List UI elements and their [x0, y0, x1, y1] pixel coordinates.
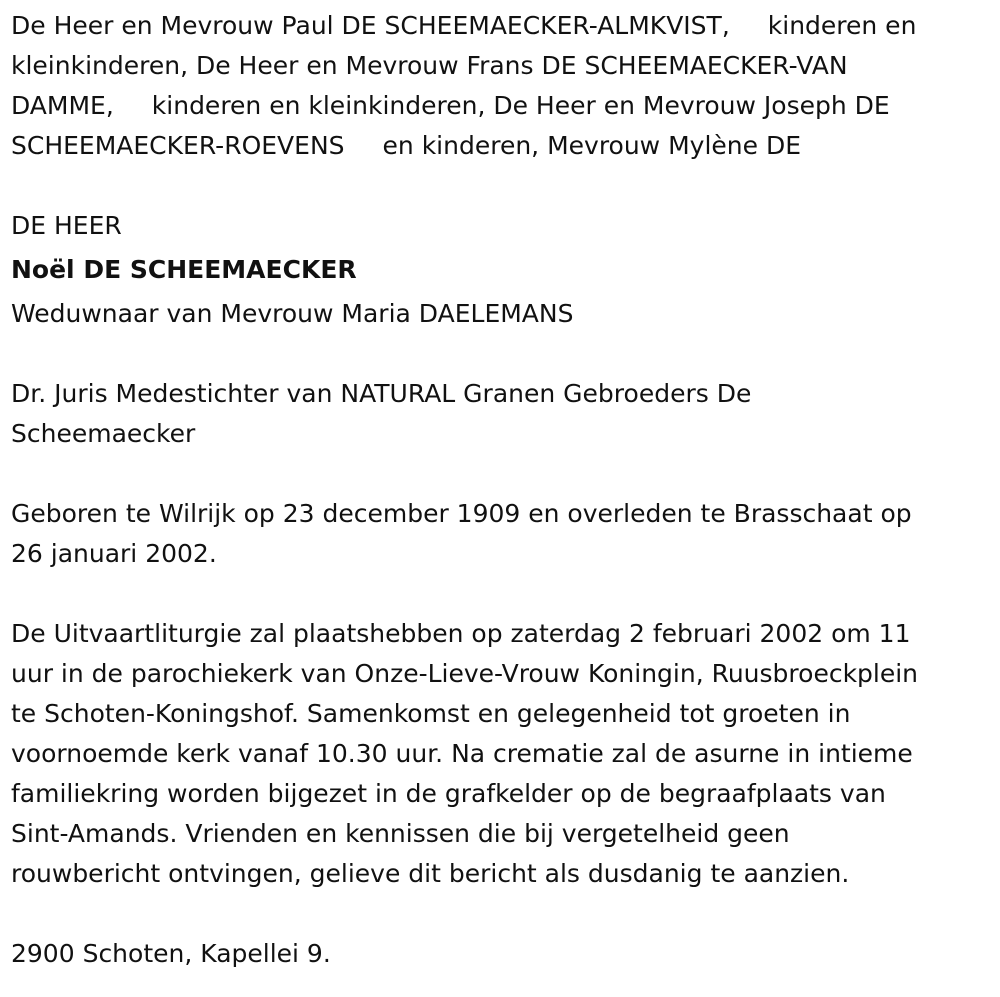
deceased-block [11, 206, 986, 334]
family-line-1 [11, 6, 986, 46]
profession-line-1: Dr. Juris Medestichter van NATURAL Granen Gebroeders De [11, 379, 752, 408]
widower-line: Weduwnaar van Mevrouw Maria DAELEMANS [11, 299, 574, 328]
dates-line-1: Geboren te Wilrijk op 23 december 1909 en overleden te Brasschaat op [11, 499, 912, 528]
funeral-line-4: voornoemde kerk vanaf 10.30 uur. Na crematie zal de asurne in intieme [11, 739, 913, 768]
dates-line-2: 26 januari 2002. [11, 539, 217, 568]
funeral-line-5: familiekring worden bijgezet in de grafkelder op de begraafplaats van [11, 779, 886, 808]
funeral-line-2: uur in de parochiekerk van Onze-Lieve-Vrouw Koningin, Ruusbroeckplein [11, 659, 919, 688]
family-line-3-part-a: DAMME, [11, 91, 114, 120]
family-paragraph [11, 6, 986, 166]
funeral-line-1: De Uitvaartliturgie zal plaatshebben op zaterdag 2 februari 2002 om 11 [11, 619, 911, 648]
address-paragraph [11, 934, 986, 974]
family-line-1-part-a: De Heer en Mevrouw Paul DE SCHEEMAECKER-ALMKVIST, [11, 11, 730, 40]
family-line-1-part-b: kinderen en [767, 11, 917, 40]
family-line-3-part-b: kinderen en kleinkinderen, De Heer en Mevrouw Joseph DE [151, 91, 890, 120]
funeral-line-6: Sint-Amands. Vrienden en kennissen die bij vergetelheid geen [11, 819, 790, 848]
family-line-4 [11, 126, 986, 166]
family-line-2: kleinkinderen, De Heer en Mevrouw Frans DE SCHEEMAECKER-VAN [11, 51, 848, 80]
address-line: 2900 Schoten, Kapellei 9. [11, 939, 331, 968]
profession-paragraph [11, 374, 986, 454]
dates-paragraph [11, 494, 986, 574]
deceased-name: Noël DE SCHEEMAECKER [11, 255, 357, 284]
family-line-4-part-a: SCHEEMAECKER-ROEVENS [11, 131, 345, 160]
deceased-title: DE HEER [11, 211, 122, 240]
family-line-4-part-b: en kinderen, Mevrouw Mylène DE [382, 131, 801, 160]
obituary-document [11, 6, 986, 974]
profession-line-2: Scheemaecker [11, 419, 196, 448]
funeral-line-7: rouwbericht ontvingen, gelieve dit bericht als dusdanig te aanzien. [11, 859, 850, 888]
family-line-3 [11, 86, 986, 126]
funeral-line-3: te Schoten-Koningshof. Samenkomst en gelegenheid tot groeten in [11, 699, 851, 728]
funeral-paragraph [11, 614, 986, 894]
